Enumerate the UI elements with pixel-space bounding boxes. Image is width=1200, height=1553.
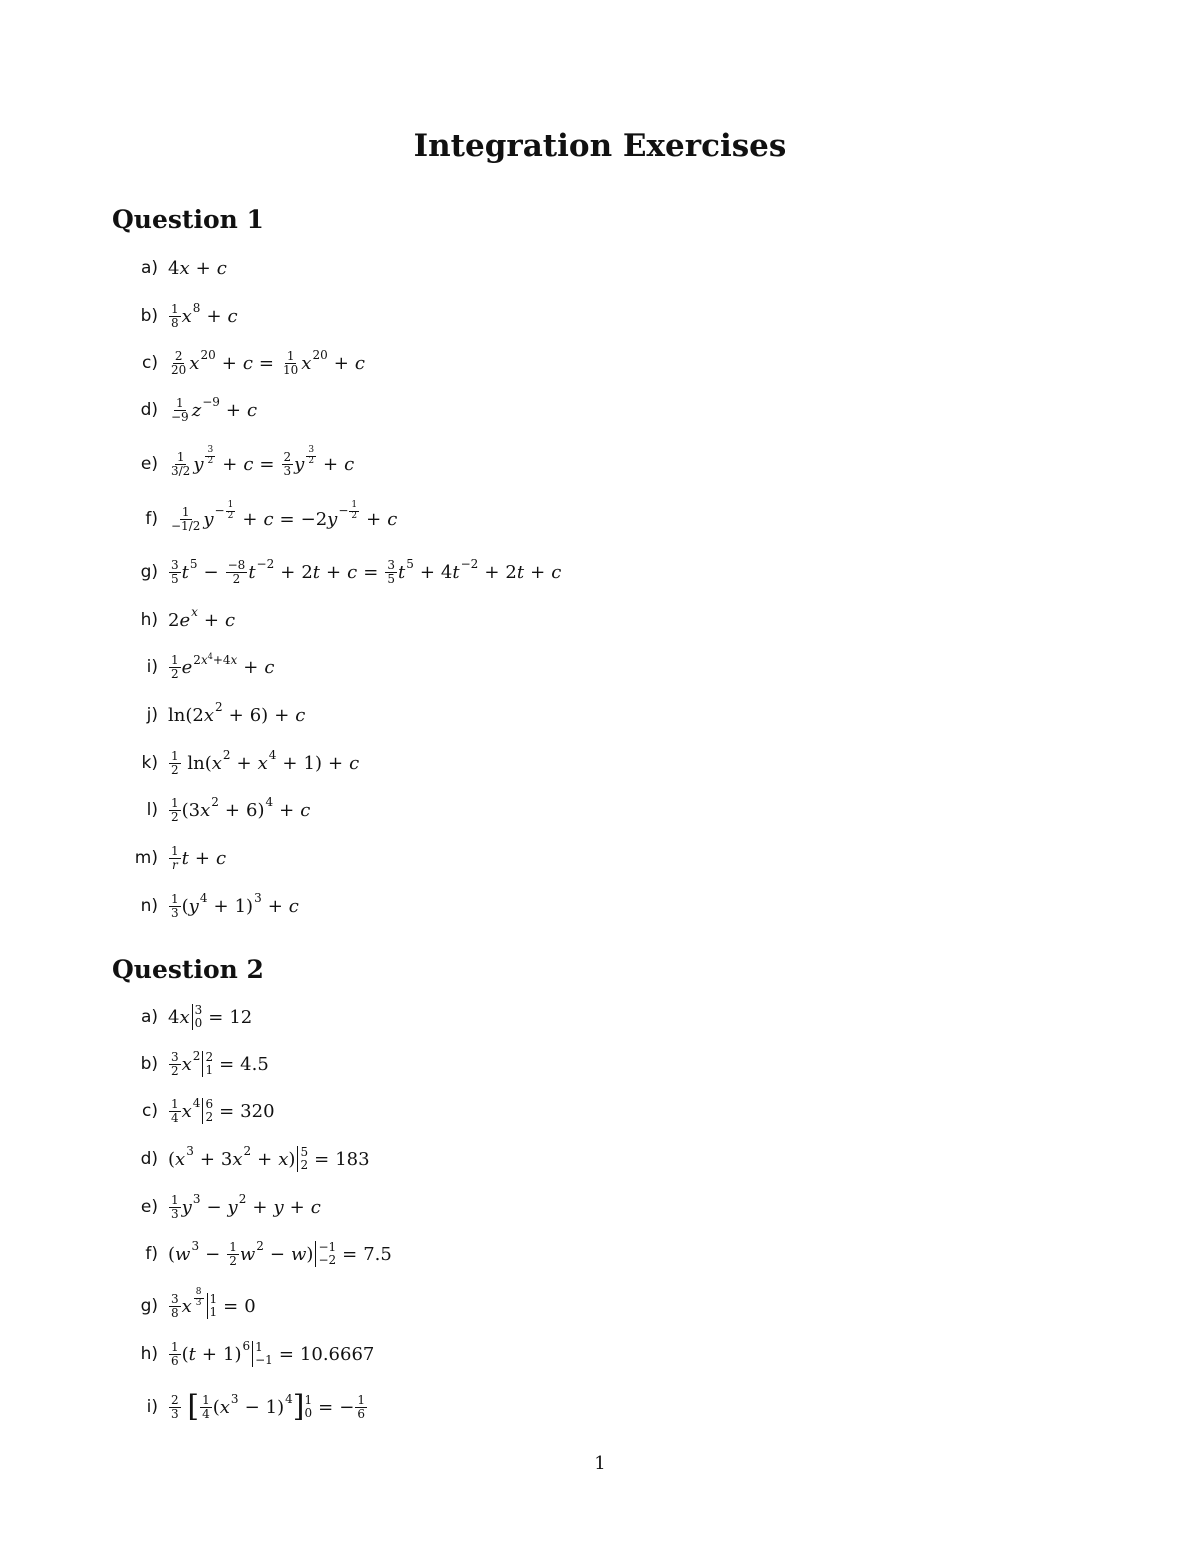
q2-answer-i [112, 1387, 368, 1427]
q2-expression-c: $\frac{1}{4}$ x 4 6 2 = 320 [171, 1096, 275, 1125]
q1-label-g: g) [140, 562, 158, 582]
q2-label-c: c) [142, 1101, 158, 1121]
q1-answer-a [112, 248, 227, 288]
q1-label-m: m) [134, 848, 158, 868]
q1-answer-g [112, 552, 561, 592]
q1-label-i: i) [146, 657, 158, 677]
q1-expression-j: ln(2 x 2 + 6) + c [168, 700, 306, 726]
q2-expression-g: $\frac{3}{8}$ x $\frac{8}{3}$ 1 1 = 0 [171, 1287, 256, 1320]
q1-label-f: f) [145, 509, 158, 529]
q2-label-a: a) [140, 1007, 158, 1027]
q1-answer-j [112, 695, 305, 735]
q1-answer-d [112, 390, 257, 430]
q1-label-c: c) [142, 353, 158, 373]
q2-label-b: b) [140, 1054, 158, 1074]
q1-label-a: a) [140, 258, 158, 278]
q1-expression-h: 2 e x + c [168, 605, 236, 631]
q1-label-l: l) [146, 800, 158, 820]
q2-label-e: e) [140, 1197, 158, 1217]
q2-label-g: g) [140, 1296, 158, 1316]
q1-expression-k: $\frac{1}{2}$ ln( x 2 + x 4 + 1) + c [171, 748, 360, 777]
q1-expression-a: 4 x + c [168, 257, 227, 279]
q1-answer-e [112, 444, 354, 484]
q1-label-h: h) [140, 610, 158, 630]
q2-answer-h [112, 1334, 374, 1374]
question-1-heading: Question 1 [112, 205, 264, 234]
q2-expression-f: ( w 3 − $\frac{1}{2}$ w 2 − w ) −1 −2 = 7.5 [168, 1239, 392, 1268]
document-title: Integration Exercises [413, 128, 787, 164]
q2-expression-h: $\frac{1}{6}$ ( t + 1) 6 1 −1 = 10.6667 [171, 1339, 375, 1368]
q1-answer-l [112, 790, 310, 830]
q2-expression-b: $\frac{3}{2}$ x 2 2 1 = 4.5 [171, 1049, 269, 1078]
q1-expression-m: $\frac{1}{r}$ t + c [171, 843, 227, 872]
q1-label-k: k) [141, 753, 158, 773]
q1-expression-c: $\frac{2}{20}$ x 20 + c = $\frac{1}{10}$ x 20 + c [171, 348, 365, 377]
q1-expression-n: $\frac{1}{3}$ ( y 4 + 1) 3 + c [171, 891, 299, 920]
q2-answer-c [112, 1091, 275, 1131]
q1-answer-i [112, 647, 274, 687]
q2-answer-g [112, 1286, 256, 1326]
q2-answer-e [112, 1187, 321, 1227]
q2-label-d: d) [140, 1149, 158, 1169]
question-2-heading: Question 2 [112, 955, 264, 984]
q2-label-i: i) [146, 1397, 158, 1417]
q1-answer-m [112, 838, 226, 878]
q1-label-b: b) [140, 306, 158, 326]
page-number: 1 [594, 1453, 606, 1474]
q2-expression-e: $\frac{1}{3}$ y 3 − y 2 + y + c [171, 1192, 321, 1221]
q1-expression-d: $\frac{1}{-9}$ z −9 + c [171, 395, 258, 424]
q1-answer-b [112, 296, 238, 336]
q1-expression-f: $\frac{1}{-1/2}$ y − $\frac{1}{2}$ + c = −2 y − $\frac{1}{2}$ + c [171, 500, 398, 533]
q1-label-d: d) [140, 400, 158, 420]
q2-expression-i: $\frac{2}{3}$ [ $\frac{1}{4}$ ( x 3 − 1) 4 ] 1 0 = − $\frac{1}{6}$ [171, 1389, 365, 1424]
q1-expression-i: $\frac{1}{2}$ e $2x^4+4x$ + c [171, 651, 275, 681]
q1-answer-n [112, 886, 299, 926]
q1-answer-k [112, 743, 359, 783]
q2-answer-d [112, 1139, 370, 1179]
q2-answer-f [112, 1234, 392, 1274]
q1-label-j: j) [146, 705, 158, 725]
q1-answer-f [112, 499, 397, 539]
q2-answer-a [112, 997, 252, 1037]
q1-expression-g: $\frac{3}{5}$ t 5 − $\frac{-8}{2}$ t −2 + 2 t + c = $\frac{3}{5}$ t 5 + 4 t −2 + 2 t + c [171, 557, 562, 586]
q2-label-h: h) [140, 1344, 158, 1364]
q1-answer-c [112, 343, 365, 383]
q2-answer-b [112, 1044, 269, 1084]
q2-label-f: f) [145, 1244, 158, 1264]
q1-expression-l: $\frac{1}{2}$ (3 x 2 + 6) 4 + c [171, 795, 311, 824]
q1-expression-e: $\frac{1}{3/2}$ y $\frac{3}{2}$ + c = $\frac{2}{3}$ y $\frac{3}{2}$ + c [171, 445, 355, 478]
q2-expression-d: ( x 3 + 3 x 2 + x ) 5 2 = 183 [168, 1144, 370, 1172]
q1-label-n: n) [140, 896, 158, 916]
q1-label-e: e) [140, 454, 158, 474]
q2-expression-a: 4 x 3 0 = 12 [168, 1003, 253, 1030]
q1-expression-b: $\frac{1}{8}$ x 8 + c [171, 301, 238, 330]
q1-answer-h [112, 600, 235, 640]
